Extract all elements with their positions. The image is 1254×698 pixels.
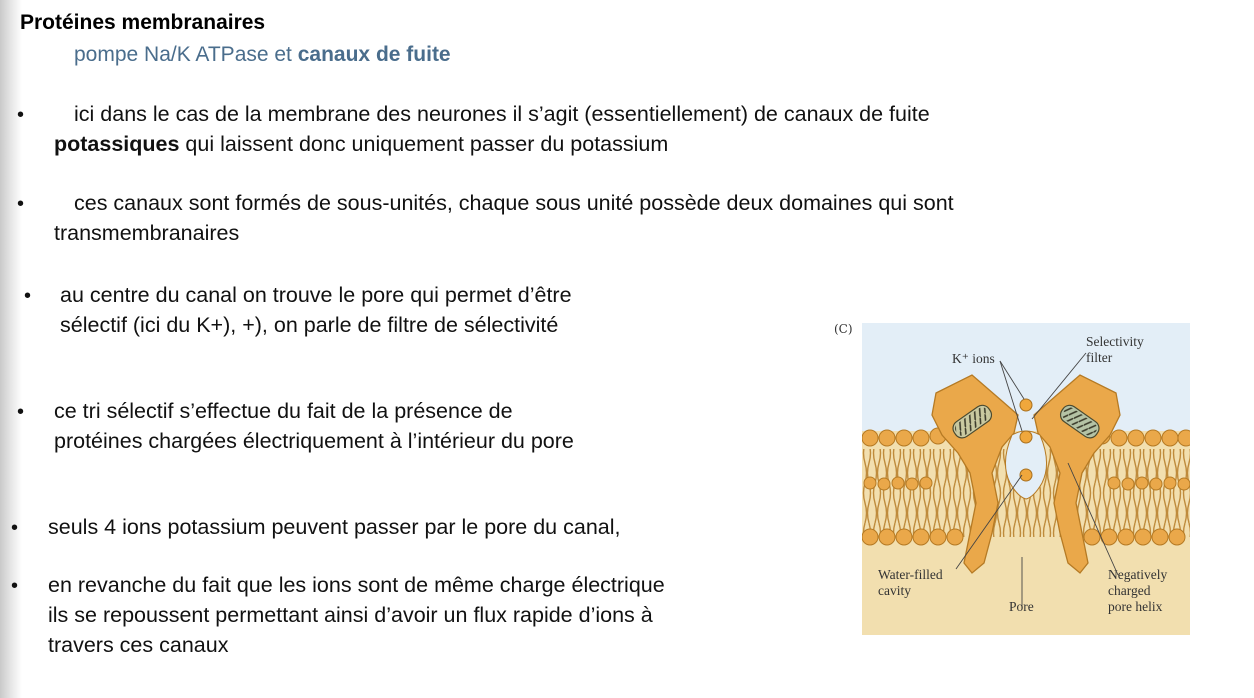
- bullet-marker-1: •: [17, 104, 25, 126]
- bullet-6-line-2: ils se repoussent permettant ainsi d’avoir un flux rapide d’ions à: [48, 603, 653, 627]
- label-charged: charged: [1108, 583, 1151, 598]
- bullet-1-line-2: [54, 129, 668, 159]
- bullet-marker-6: •: [11, 575, 19, 597]
- figure-panel-label: (C): [834, 322, 853, 336]
- bullet-4-line-1: ce tri sélectif s’effectue du fait de la présence de: [54, 399, 513, 423]
- bullet-6-line-3: travers ces canaux: [48, 633, 229, 657]
- label-water-2: cavity: [878, 583, 911, 598]
- bullet-5-line-1: seuls 4 ions potassium peuvent passer par le pore du canal,: [48, 515, 621, 539]
- bullet-1-line-1: ici dans le cas de la membrane des neurones il s’agit (essentiellement) de canaux de fuite: [74, 102, 930, 126]
- label-k-ions: K⁺ ions: [952, 351, 995, 366]
- slide-subtitle: [74, 43, 451, 67]
- subtitle-bold: canaux de fuite: [297, 43, 451, 66]
- bullet-2-line-2: transmembranaires: [54, 221, 240, 245]
- bullet-3-line-1: au centre du canal on trouve le pore qui permet d’être: [60, 283, 572, 307]
- bullet-marker-4: •: [17, 401, 25, 423]
- potassium-channel-figure: [862, 323, 1190, 635]
- label-pore-helix: pore helix: [1108, 599, 1163, 614]
- label-negatively: Negatively: [1108, 567, 1168, 582]
- bullet-6-line-1: en revanche du fait que les ions sont de même charge électrique: [48, 573, 665, 597]
- bullet-marker-5: •: [11, 517, 19, 539]
- bullet-marker-3: •: [24, 285, 32, 307]
- bullet-4-line-2: protéines chargées électriquement à l’intérieur du pore: [54, 429, 574, 453]
- bullet-1-rest: qui laissent donc uniquement passer du potassium: [179, 132, 669, 156]
- bullet-1-bold: potassiques: [54, 132, 180, 156]
- label-water-1: Water-filled: [878, 567, 943, 582]
- label-pore: Pore: [1009, 599, 1034, 614]
- bullet-marker-2: •: [17, 193, 25, 215]
- label-selectivity-1: Selectivity: [1086, 334, 1144, 349]
- slide-title: Protéines membranaires: [20, 11, 266, 34]
- label-selectivity-2: filter: [1086, 350, 1113, 365]
- bullet-3-line-2: sélectif (ici du K+), +), on parle de filtre de sélectivité: [60, 313, 559, 337]
- subtitle-prefix: pompe Na/K ATPase et: [74, 43, 298, 66]
- bullet-2-line-1: ces canaux sont formés de sous-unités, chaque sous unité possède deux domaines qui sont: [74, 191, 954, 215]
